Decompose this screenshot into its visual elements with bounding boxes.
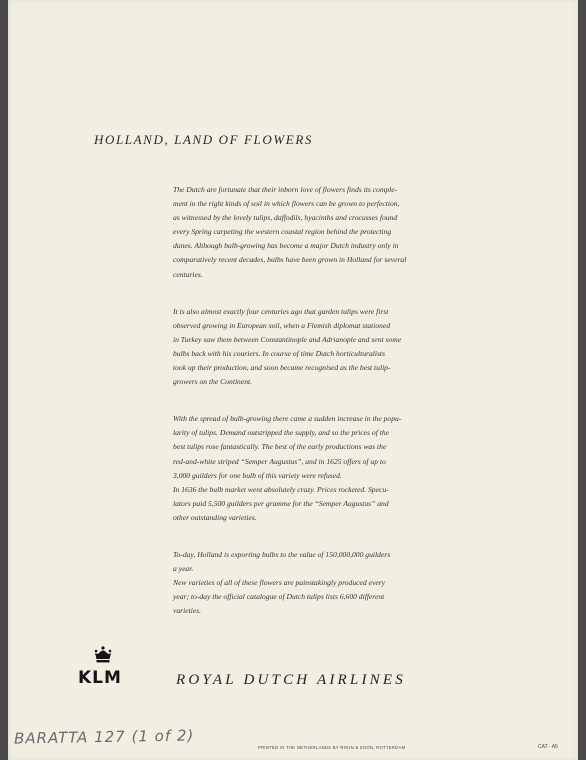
text-line: The Dutch are fortunate that their inborn love of flowers finds its comple- [173,185,398,194]
text-line: a year. [173,564,194,574]
body-text [173,183,463,641]
text-line: varieties. [173,606,202,616]
text-line: best tulips rose fantastically. The best of the early productions was the [173,442,387,452]
klm-wordmark: KLM [78,668,122,688]
footer [8,728,578,758]
text-line: In 1636 the bulb market went absolutely crazy. Prices rocketed. Specu- [173,484,389,494]
text-line: other outstanding varieties. [173,512,257,522]
handwritten-note: BARATTA 127 (1 of 2) [13,726,195,748]
text-line: bulbs back with his couriers. In course of time Dutch horticulturalists [173,348,385,358]
text-line: centuries. [173,269,203,279]
text-line: red-and-white striped “Semper Augustus”, and in 1625 offers of up to [173,456,386,466]
text-line: larity of tulips. Demand outstripped the supply, and so the prices of the [173,428,389,438]
klm-logo [78,646,128,688]
paragraph [173,305,463,390]
text-line: observed growing in European soil, when a Flemish diplomat stationed [173,320,391,330]
text-line: It is also almost exactly four centuries ago that garden tulips were first [173,306,389,316]
text-line: growers on the Continent. [173,377,253,387]
catalog-number: CAT - A5 [538,744,558,750]
printer-credit: PRINTED IN THE NETHERLANDS BY ROHN & ZOON, ROTTERDAM [258,745,406,750]
text-line: every Spring carpeting the western coastal region behind the protecting [173,227,392,237]
text-line: To-day, Holland is exporting bulbs to the value of 150,000,000 guilders [173,549,391,559]
text-line: as witnessed by the lovely tulips, daffodils, hyacinths and crocusses found [173,213,398,223]
text-line: ment in the right kinds of soil in which flowers can be grown to perfection, [173,199,400,209]
text-line: took up their production, and soon became recognised as the best tulip- [173,363,391,373]
text-line: in Turkey saw them between Constantinople and Adrianople and sent some [173,334,402,344]
paragraph [173,548,463,618]
text-line: 3,000 guilders for one bulb of this variety were refused. [173,470,342,480]
text-line: With the spread of bulb-growing there came a sudden increase in the popu- [173,414,402,424]
page-title: HOLLAND, LAND OF FLOWERS [94,132,313,147]
airline-name: ROYAL DUTCH AIRLINES [176,672,406,688]
text-line: New varieties of all of these flowers are painstakingly produced every [173,578,386,588]
text-line: lators paid 5,500 guilders per gramme for the “Semper Augustus” and [173,498,389,508]
paragraph [173,412,463,525]
paragraph [173,183,463,282]
document-page [8,0,578,760]
crown-icon [93,646,113,664]
text-line: comparatively recent decades, bulbs have been grown in Holland for several [173,255,407,265]
text-line: dunes. Although bulb-growing has become a major Dutch industry only in [173,241,399,251]
text-line: year; to-day the official catalogue of Dutch tulips lists 6,600 different [173,592,385,602]
